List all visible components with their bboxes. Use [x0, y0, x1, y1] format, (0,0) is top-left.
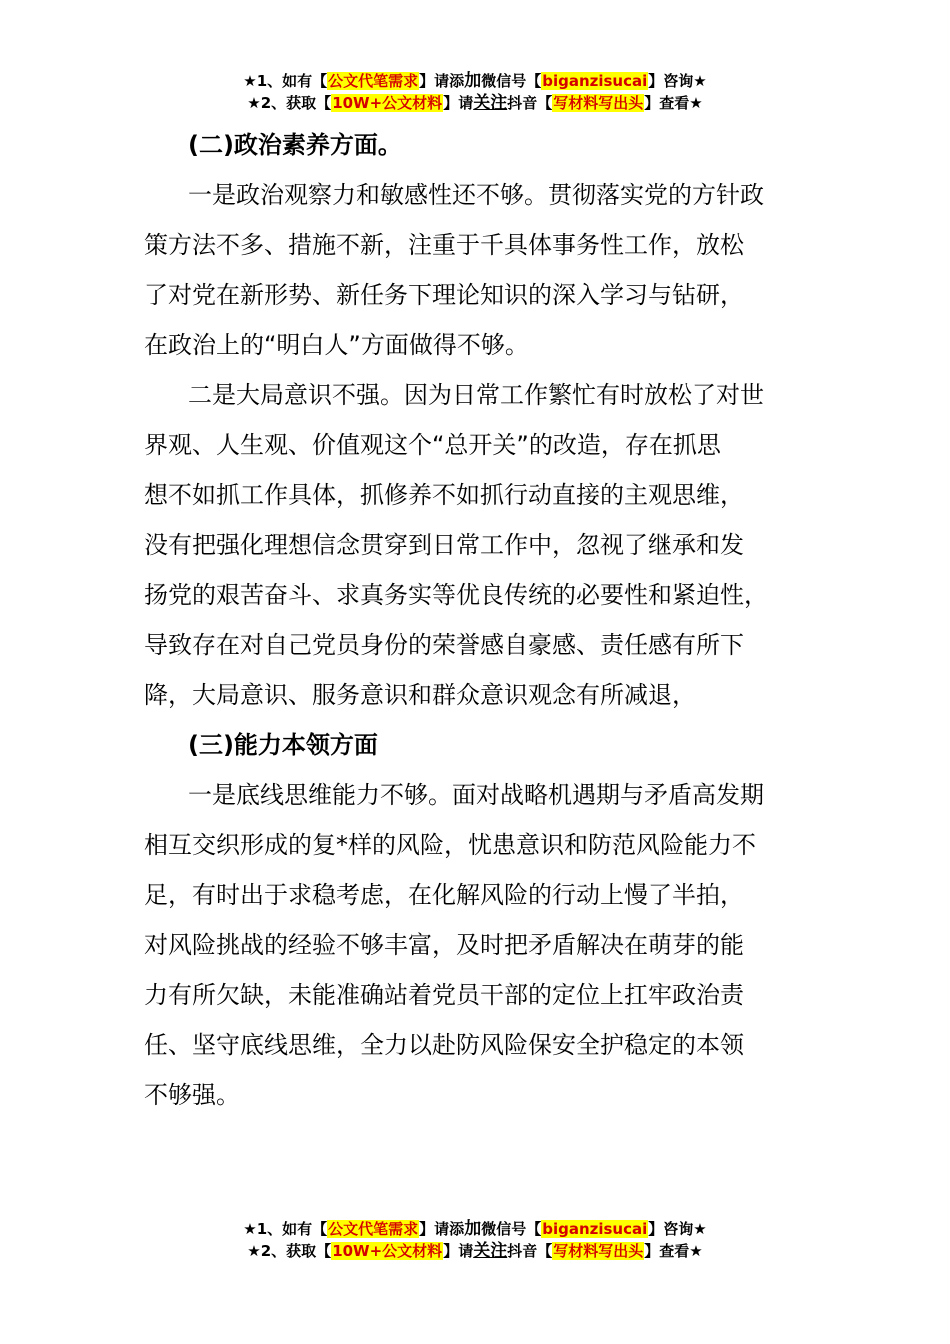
text-line: 界观、人生观、价值观这个“总开关”的改造，存在抓思	[144, 431, 721, 459]
text-line: 任、坚守底线思维，全力以赴防风险保安全护稳定的本领	[144, 1031, 744, 1059]
highlight-service: 公文代笔需求	[328, 72, 419, 90]
footer-notice-line-1: ★1、如有【公文代笔需求】请添加微信号【biganzisucai】咨询★	[243, 1219, 707, 1239]
text-line: 不够强。	[144, 1081, 240, 1109]
text-line: 足，有时出于求稳考虑，在化解风险的行动上慢了半拍，	[144, 881, 744, 909]
text-line: 导致存在对自己党员身份的荣誉感自豪感、责任感有所下	[144, 631, 744, 659]
highlight-douyin: 写材料写出头	[553, 94, 644, 112]
text-line: 扬党的艰苦奋斗、求真务实等优良传统的必要性和紧迫性，	[144, 581, 768, 609]
highlight-wechat-id: biganzisucai	[542, 1220, 648, 1238]
section-heading-political: (二)政治素养方面。	[188, 131, 402, 159]
text-line: 相互交织形成的复*样的风险，忧患意识和防范风险能力不	[144, 831, 756, 859]
text-line: 二是大局意识不强。因为日常工作繁忙有时放松了对世	[188, 381, 764, 409]
highlight-service: 公文代笔需求	[328, 1220, 419, 1238]
text-line: 了对党在新形势、新任务下理论知识的深入学习与钻研，	[144, 281, 744, 309]
footer-notice-line-2: ★2、获取【10W+公文材料】请关注抖音【写材料写出头】查看★	[247, 1241, 703, 1261]
highlight-wechat-id: biganzisucai	[542, 72, 648, 90]
highlight-materials: 10W+公文材料	[332, 94, 443, 112]
text-line: 降，大局意识、服务意识和群众意识观念有所减退，	[144, 681, 696, 709]
document-body	[144, 120, 804, 1120]
header-notice-line-1: ★1、如有【公文代笔需求】请添加微信号【biganzisucai】咨询★	[243, 71, 707, 91]
footer-notice	[0, 1218, 950, 1262]
header-notice	[0, 70, 950, 114]
text-line: 策方法不多、措施不新，注重于千具体事务性工作，放松	[144, 231, 744, 259]
paragraph-political-awareness	[144, 170, 804, 370]
text-line: 想不如抓工作具体，抓修养不如抓行动直接的主观思维，	[144, 481, 744, 509]
paragraph-overall-awareness	[144, 370, 804, 720]
highlight-douyin: 写材料写出头	[553, 1242, 644, 1260]
text-line: 对风险挑战的经验不够丰富，及时把矛盾解决在萌芽的能	[144, 931, 744, 959]
header-notice-line-2: ★2、获取【10W+公文材料】请关注抖音【写材料写出头】查看★	[247, 93, 703, 113]
section-heading-ability: (三)能力本领方面	[188, 731, 378, 759]
text-line: 一是底线思维能力不够。面对战略机遇期与矛盾高发期	[188, 781, 764, 809]
highlight-materials: 10W+公文材料	[332, 1242, 443, 1260]
text-line: 力有所欠缺，未能准确站着党员干部的定位上扛牢政治责	[144, 981, 744, 1009]
paragraph-bottom-line-thinking	[144, 770, 804, 1120]
text-line: 在政治上的“明白人”方面做得不够。	[144, 331, 529, 359]
text-line: 没有把强化理想信念贯穿到日常工作中，忽视了继承和发	[144, 531, 744, 559]
text-line: 一是政治观察力和敏感性还不够。贯彻落实党的方针政	[188, 181, 764, 209]
